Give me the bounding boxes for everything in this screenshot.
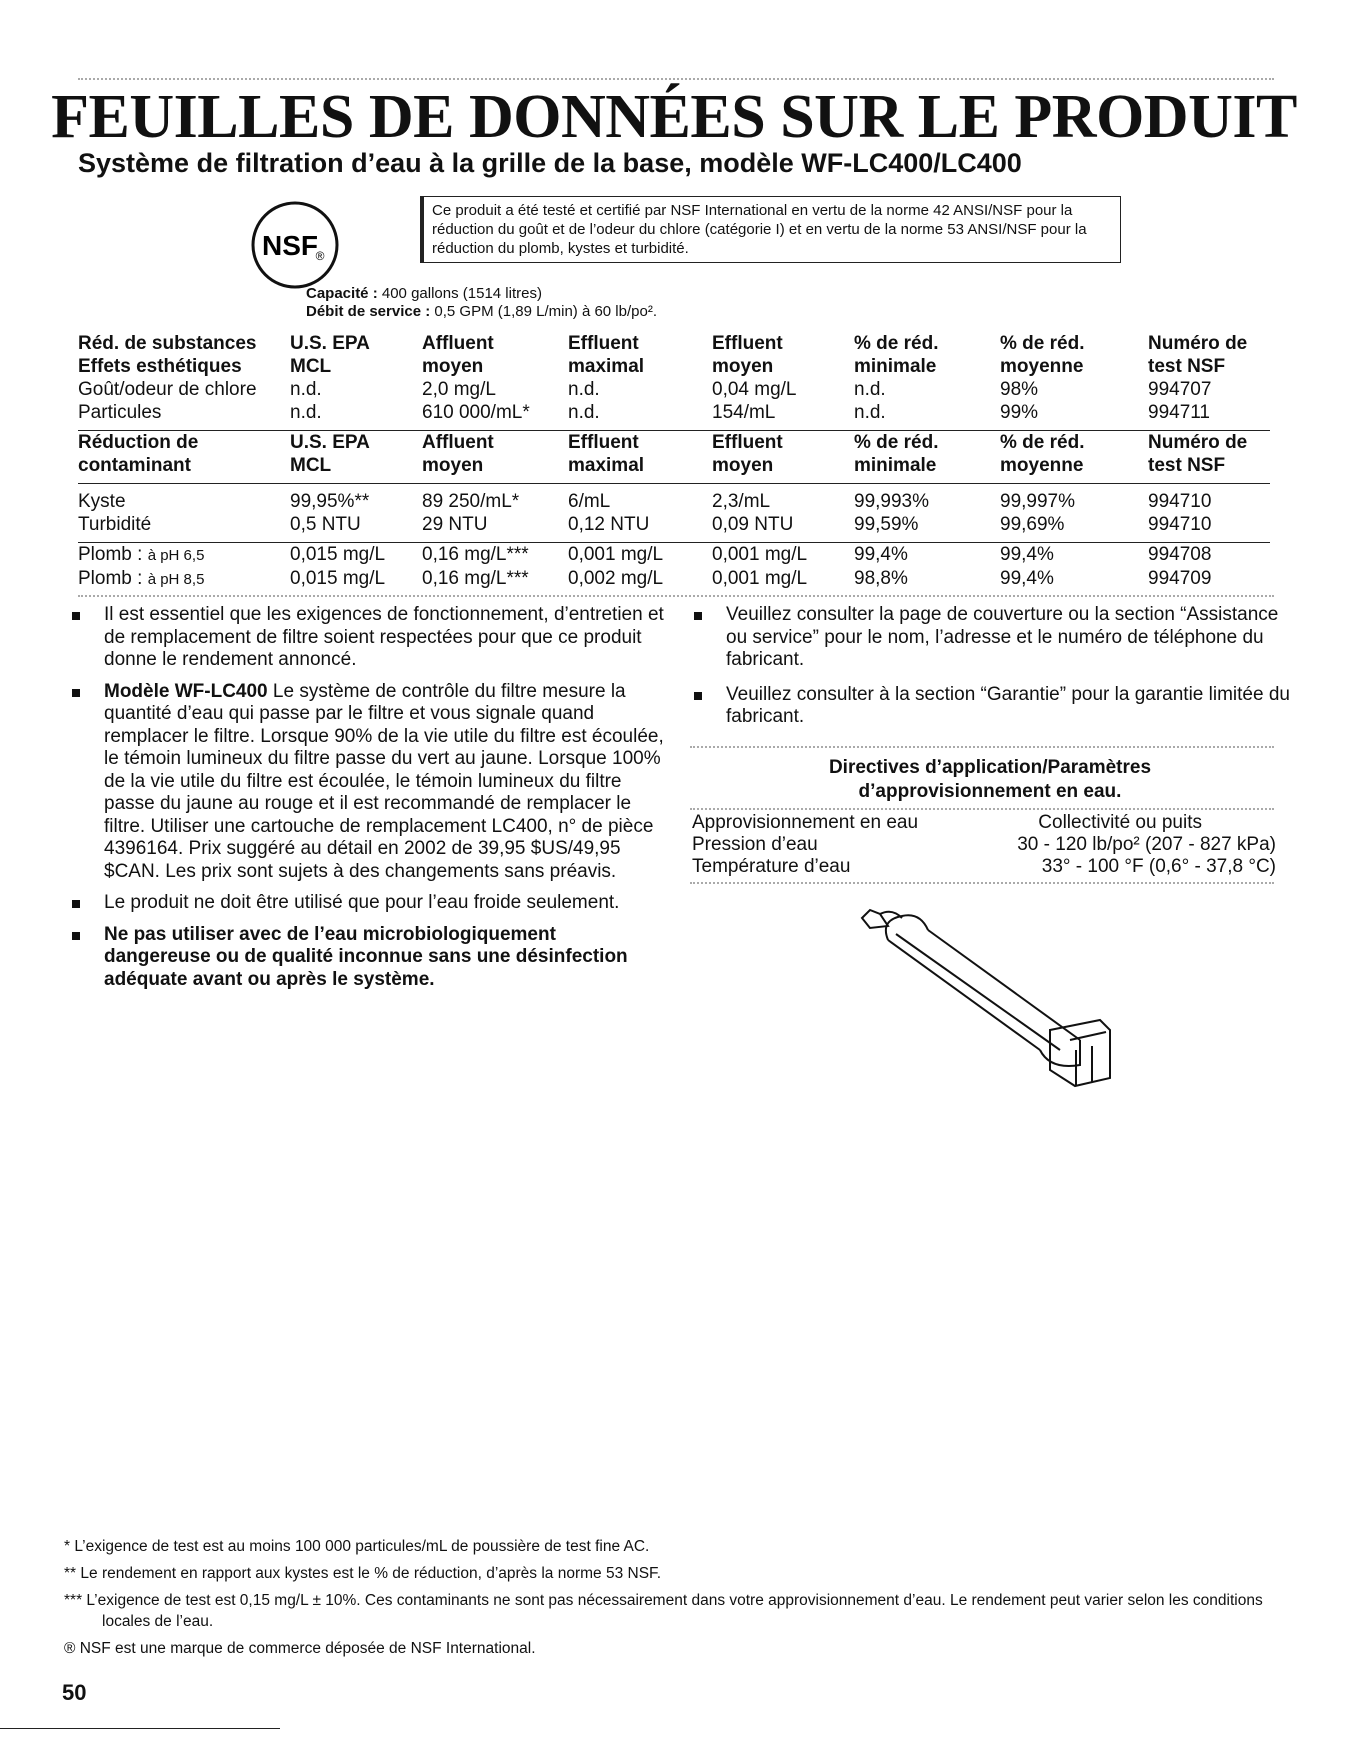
table-header: Numéro de [1148,432,1248,453]
table-header: Affluent [422,432,494,453]
table-header: minimale [854,455,937,476]
page-title: FEUILLES DE DONNÉES SUR LE PRODUIT [51,83,1297,151]
table-cell: n.d. [568,402,600,423]
table-header: U.S. EPA [290,432,370,453]
bottom-rule [0,1728,280,1729]
table-header: Effluent [712,432,783,453]
bullet-square-icon [72,689,80,697]
table-cell: 2,3/mL [712,491,771,512]
table-header: maximal [568,356,645,377]
table-cell: 0,5 NTU [290,514,361,535]
directive-label: Température d’eau [692,856,851,877]
directives-title-line: d’approvisionnement en eau. [858,781,1122,802]
footnote-mark: ® [64,1640,76,1657]
certification-box: Ce produit a été testé et certifié par NSF International en vertu de la norme 42 ANSI/NSF pour la réduction du goût et de l’odeur du chlore (catégorie I) et en vertu de la norme 53 ANSI/NSF pour la réduction du plomb, kystes et turbidité. [420,196,1121,263]
bullet-square-icon [72,900,80,908]
table-header: moyenne [1000,455,1084,476]
table-cell: 99,95%** [290,491,370,512]
page-subtitle: Système de filtration d’eau à la grille de la base, modèle WF-LC400/LC400 [78,148,1022,178]
directive-value: Collectivité ou puits [1038,812,1202,833]
table-cell: 98% [1000,379,1039,400]
table-cell: 0,001 mg/L [712,544,808,565]
capacity-value: 400 gallons (1514 litres) [381,285,542,302]
table-cell: 0,04 mg/L [712,379,797,400]
flow-value: 0,5 GPM (1,89 L/min) à 60 lb/po². [434,303,657,320]
capacity-label: Capacité : [306,285,378,302]
footnote-mark: * [64,1538,71,1555]
table-header: test NSF [1148,455,1226,476]
table-header: % de réd. [854,432,939,453]
table-cell: 99,993% [854,491,930,512]
table-cell: 98,8% [854,568,908,589]
table-header: Réduction de [78,432,199,453]
lead-label: Plomb : [78,568,143,589]
table-cell: Particules [78,402,162,423]
top-dotted-rule [78,78,1274,80]
directives-table [692,812,1276,878]
bullet-text: Le produit ne doit être utilisé que pour l’eau froide seulement. [104,892,620,913]
table-row [692,812,1276,834]
table-header: % de réd. [1000,333,1085,354]
table-header: % de réd. [854,333,939,354]
bullet-square-icon [72,612,80,620]
table-cell: 994707 [1148,379,1212,400]
table-cell: 0,001 mg/L [568,544,664,565]
list-item [686,604,1296,672]
table2-header-row-1 [78,431,1270,454]
table-header: Réd. de substances [78,333,257,354]
table-header: Effluent [712,333,783,354]
footnote-text: L’exigence de test est au moins 100 000 particules/mL de poussière de test fine AC. [74,1538,650,1555]
table-header: moyen [712,455,774,476]
nsf-logo-mark: ® [315,249,325,263]
bullet-bold-text: Modèle WF-LC400 [104,680,268,702]
list-item [64,604,664,672]
footnote [64,1638,1284,1659]
table-cell: 99,4% [1000,568,1054,589]
table-row [78,378,1270,401]
footnote-mark: ** [64,1565,77,1582]
performance-table [78,332,1270,591]
table-row [78,513,1270,536]
table-cell: 99,69% [1000,514,1065,535]
directives-top-rule [690,746,1274,748]
table-cell: 29 NTU [422,514,488,535]
table-header: moyen [422,356,484,377]
table-row [78,567,1270,591]
table-cell: 994709 [1148,568,1212,589]
table-cell: n.d. [854,402,886,423]
table-row [78,543,1270,567]
table-header: maximal [568,455,645,476]
table-cell: 0,015 mg/L [290,544,386,565]
table-header: U.S. EPA [290,333,370,354]
table-cell [78,567,290,591]
table1-header-row-2 [78,355,1270,378]
bullet-square-icon [72,932,80,940]
nsf-logo-icon [250,200,340,290]
table-cell: 994710 [1148,514,1212,535]
table-cell: 99,4% [854,544,908,565]
table-header: Numéro de [1148,333,1248,354]
table-cell: 99% [1000,402,1039,423]
table-row [692,856,1276,878]
footnote-mark: *** [64,1592,83,1609]
table-cell: 89 250/mL* [422,491,520,512]
bullet-text: Veuillez consulter à la section “Garantie” pour la garantie limitée du fabricant. [726,683,1290,727]
footnote [64,1563,1284,1584]
table-header: Effets esthétiques [78,356,242,377]
bullet-text: Veuillez consulter la page de couverture ou la section “Assistance ou service” pour le nom, l’adresse et le numéro de téléphone du fabricant. [726,604,1279,670]
table-bottom-dotted-rule [78,595,1274,597]
lead-ph: à pH 6,5 [147,547,205,564]
table-cell: n.d. [568,379,600,400]
bullet-square-icon [694,692,702,700]
table-cell: n.d. [854,379,886,400]
directives-mid-rule [690,808,1274,810]
table-header: Affluent [422,333,494,354]
table2-header-row-2 [78,454,1270,477]
table-header: moyenne [1000,356,1084,377]
directive-label: Approvisionnement en eau [692,812,919,833]
list-item [64,892,664,915]
table-header: contaminant [78,455,191,476]
left-bullet-list [64,604,664,1000]
table-row [692,834,1276,856]
table-cell: 0,16 mg/L*** [422,544,529,565]
footnotes [64,1536,1284,1665]
table-cell: 0,09 NTU [712,514,794,535]
lead-label: Plomb : [78,544,143,565]
table-cell: n.d. [290,402,322,423]
table-cell: 2,0 mg/L [422,379,496,400]
footnote-text: NSF est une marque de commerce déposée de NSF International. [79,1640,536,1657]
table-header: minimale [854,356,937,377]
list-item [686,684,1296,729]
directive-value: 33° - 100 °F (0,6° - 37,8 °C) [1041,856,1276,877]
footnote-text: Le rendement en rapport aux kystes est le % de réduction, d’après la norme 53 NSF. [80,1565,662,1582]
table-cell: 0,12 NTU [568,514,650,535]
table-header: % de réd. [1000,432,1085,453]
lead-ph: à pH 8,5 [147,571,205,588]
table-cell: 99,59% [854,514,919,535]
table-header: test NSF [1148,356,1226,377]
table-cell: Turbidité [78,514,152,535]
footnote [64,1536,1284,1557]
table-cell: 99,997% [1000,491,1076,512]
directives-bottom-rule [690,882,1274,884]
directive-value: 30 - 120 lb/po² (207 - 827 kPa) [1017,834,1276,855]
list-item [64,681,664,884]
page-number: 50 [62,1680,87,1705]
table1-header-row-1 [78,332,1270,355]
filter-cartridge-illustration [840,900,1130,1100]
table-cell [78,543,290,567]
footnote [64,1590,1284,1632]
table-cell: Kyste [78,491,126,512]
table-cell: 154/mL [712,402,776,423]
directives-title [690,756,1290,804]
table-cell: n.d. [290,379,322,400]
bullet-square-icon [694,612,702,620]
table-header: Effluent [568,333,639,354]
table-cell: 0,001 mg/L [712,568,808,589]
directive-label: Pression d’eau [692,834,818,855]
footnote-text: L’exigence de test est 0,15 mg/L ± 10%. Ces contaminants ne sont pas nécessairement dans votre approvisionnement d’eau. Le rendement peut varier selon les conditions locales de l’eau. [86,1592,1263,1630]
table-row [78,490,1270,513]
flow-label: Débit de service : [306,303,431,320]
table-cell: 0,002 mg/L [568,568,664,589]
table-cell: 0,16 mg/L*** [422,568,529,589]
table-cell: 994711 [1148,402,1210,423]
bullet-text: Il est essentiel que les exigences de fonctionnement, d’entretien et de remplacement de filtre soient respectées pour que ce produit donne le rendement annoncé. [104,604,664,670]
table-cell: 610 000/mL* [422,402,530,423]
bullet-text: Le système de contrôle du filtre mesure la quantité d’eau qui passe par le filtre et vous signale quand remplacer le filtre. Lorsque 90% de la vie utile du filtre est écoulée, le témoin lumineux du filtre passe du vert au jaune. Lorsque 100% de la vie utile du filtre est écoulée, le témoin lumineux du filtre passe du jaune au rouge et il est recommandé de remplacer le filtre. Utiliser une cartouche de remplacement LC400, n° de pièce 4396164. Prix suggéré au détail en 2002 de 39,95 $US/49,95 $CAN. Les prix sont sujets à des changements sans préavis. [104,680,664,882]
table-header: moyen [712,356,774,377]
table-header: moyen [422,455,484,476]
table-cell: 0,015 mg/L [290,568,386,589]
bullet-bold-text: Ne pas utiliser avec de l’eau microbiologiquement dangereuse ou de qualité inconnue sans une désinfection adéquate avant ou après le système. [104,923,628,990]
table-row [78,401,1270,424]
table-cell: 6/mL [568,491,611,512]
table-header: MCL [290,356,332,377]
table-cell: Goût/odeur de chlore [78,379,257,400]
list-item [64,924,664,992]
table-header: MCL [290,455,332,476]
table-cell: 994708 [1148,544,1212,565]
table-header: Effluent [568,432,639,453]
nsf-logo-text: NSF [262,230,318,261]
capacity-info [306,285,657,321]
table-cell: 99,4% [1000,544,1054,565]
right-bullet-list [686,604,1296,738]
table-cell: 994710 [1148,491,1212,512]
directives-title-line: Directives d’application/Paramètres [828,757,1152,778]
